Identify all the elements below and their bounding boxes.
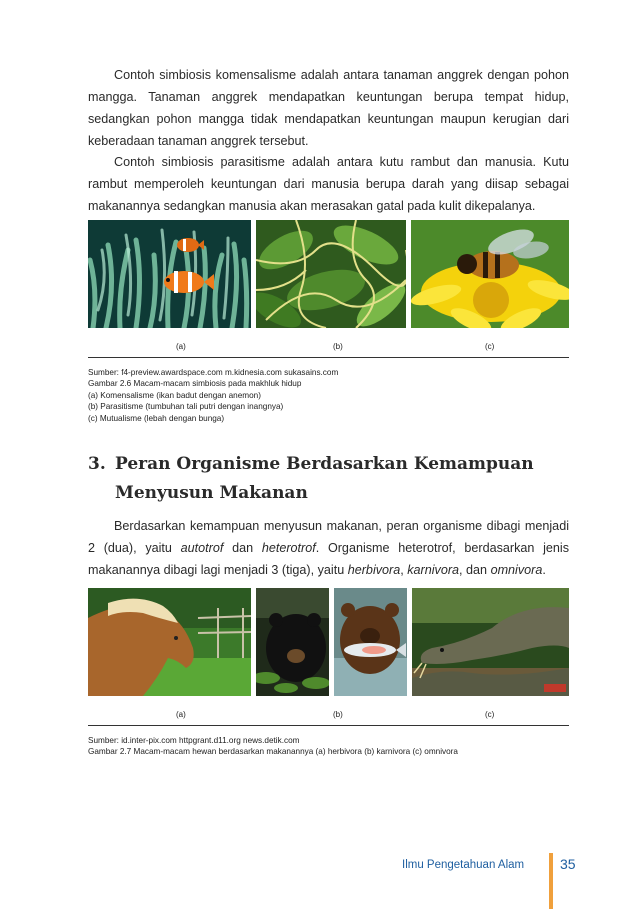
paragraph-autotrof-heterotrof	[88, 515, 569, 581]
label-a: (a)	[176, 342, 186, 351]
bear-icon	[266, 613, 326, 682]
label-b: (b)	[333, 710, 343, 719]
text-run: ,	[400, 563, 408, 577]
text-run: , dan	[459, 563, 491, 577]
figure-2-7-images	[88, 588, 569, 696]
figure-item: (b) Parasitisme (tumbuhan tali putri dengan inangnya)	[88, 402, 284, 412]
figure-2-6-label-row	[88, 341, 569, 358]
figure-2-7-caption	[88, 735, 588, 758]
bear-with-fish-photo	[334, 588, 407, 696]
paragraph-parasitisme: Contoh simbiosis parasitisme adalah antara kutu rambut dan manusia. Kutu rambut memperoleh keuntungan dari manusia berupa darah yang diisap sebagai makanannya sedangkan manusia akan merasakan gatal pada kulit dikepalanya.	[88, 155, 569, 213]
term-omnivora: omnivora	[490, 563, 543, 577]
label-a: (a)	[176, 710, 186, 719]
figure-source: Sumber: id.inter-pix.com httpgrant.d11.org news.detik.com	[88, 736, 300, 745]
figure-title: Gambar 2.7 Macam-macam hewan berdasarkan makanannya (a) herbivora (b) karnivora (c) omnivora	[88, 747, 458, 757]
term-herbivora: herbivora	[347, 563, 401, 577]
book-title: Ilmu Pengetahuan Alam	[402, 859, 525, 871]
figure-item: (c) Mutualisme (lebah dengan bunga)	[88, 413, 225, 423]
paragraph-komensalisme: Contoh simbiosis komensalisme adalah antara tanaman anggrek dengan pohon mangga. Tanaman anggrek mendapatkan keuntungan berupa tempat hidup, sedangkan pohon mangga tidak mendapatkan keuntungan maupun kerugian dari keberadaan tanaman anggrek tersebut.	[88, 68, 569, 148]
page-number: 35	[560, 856, 576, 872]
figure-item: (a) Komensalisme (ikan badut dengan anemon)	[88, 390, 261, 400]
figure-2-6-images	[88, 220, 569, 328]
label-c: (c)	[485, 342, 495, 351]
komodo-dragon-photo	[412, 588, 569, 696]
section-title-line1: Peran Organisme Berdasarkan Kemampuan	[115, 454, 534, 474]
label-c: (c)	[485, 710, 495, 719]
figure-title: Gambar 2.6 Macam-macam simbiosis pada makhluk hidup	[88, 379, 302, 389]
bee-flower-photo	[411, 220, 569, 328]
bear-in-forest-photo	[256, 588, 329, 696]
section-number: 3.	[88, 454, 106, 474]
term-karnivora: karnivora	[407, 563, 460, 577]
section-title-line2: Menyusun Makanan	[115, 483, 308, 503]
text-run: dan	[223, 541, 262, 555]
text-run: Berdasarkan kemampuan menyusun makanan, peran organisme dibagi menjadi 2 (dua), yaitu	[88, 519, 569, 555]
label-b: (b)	[333, 342, 343, 351]
text-run: .	[542, 563, 546, 577]
footer-accent-bar	[549, 853, 553, 909]
term-heterotrof: heterotrof	[261, 541, 316, 555]
term-autotrof: autotrof	[180, 541, 224, 555]
bear-icon	[340, 603, 400, 674]
dodder-plant-photo	[256, 220, 406, 328]
section-heading	[88, 450, 534, 508]
horse-photo	[88, 588, 251, 696]
figure-2-6-caption	[88, 367, 588, 424]
figure-2-7-label-row	[88, 709, 569, 726]
clownfish-anemone-photo	[88, 220, 251, 328]
figure-source: Sumber: f4-preview.awardspace.com m.kidnesia.com sukasains.com	[88, 368, 339, 377]
text-run: . Organisme heterotrof, berdasarkan jenis makanannya dibagi lagi menjadi 3 (tiga), yaitu	[88, 541, 569, 577]
